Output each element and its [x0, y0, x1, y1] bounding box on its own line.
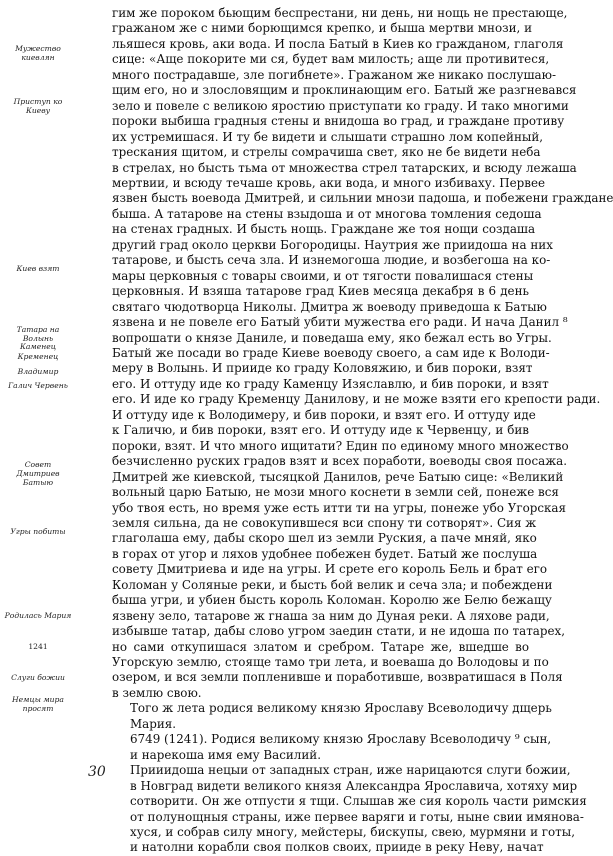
text-line: трескания щитом, и стрелы сомрачиша свет, яко не бе видети неба — [112, 145, 541, 160]
text-line: 6749 (1241). Родися великому князю Ярославу Всеволодичу ⁹ сын, — [130, 732, 552, 747]
margin-note: Немцы мира просят — [12, 695, 64, 713]
text-line: И оттуду иде к Володимеру, и бив пороки, и взят его. И оттуду иде — [112, 407, 536, 422]
text-line: Батый же посади во граде Киеве воеводу своего, а сам иде к Володи- — [112, 345, 550, 360]
main-text-column — [112, 6, 613, 856]
text-line: от полунощныя страны, иже первее варяги и готы, ныне свии имянова- — [130, 809, 584, 824]
text-line: совету Дмитриева и иде на угры. И срете его король Бель и брат его — [112, 562, 548, 577]
text-line: хуся, и собрав силу многу, мейстеры, бискупы, свею, мурмяни и готы, — [130, 825, 576, 840]
margin-note: 1241 — [28, 642, 48, 651]
text-line: сице: «Аще покорите ми ся, будет вам милость; аще ли противитеся, — [112, 52, 550, 67]
text-line: их устремишася. И ту бе видети и слышати страшно лом копейный, — [112, 129, 544, 144]
text-line: Того ж лета родися великому князю Ярославу Всеволодичу дщерь — [130, 701, 552, 716]
margin-note: Киев взят — [16, 264, 60, 273]
text-line: безчисленно руских градов взят и всех поработи, воеводы своя посажа. — [112, 454, 568, 469]
text-line: другий град около церкви Богородицы. Наутрия же приидоша на них — [112, 237, 553, 252]
paragraph — [112, 732, 552, 763]
margin-note: Кременец — [17, 352, 59, 361]
paragraph — [112, 6, 613, 701]
margin-note: Угры побиты — [10, 527, 66, 536]
margin-note: Галич Червень — [8, 381, 68, 390]
margin-note: Каменец — [20, 342, 56, 351]
text-line: быша угри, и убиен бысть король Коломан. Королю же Белю бежащу — [112, 593, 552, 608]
text-line: Угорскую землю, стояще тамо три лета, и воеваша до Володовы и по — [112, 655, 549, 670]
margin-note: Родилась Мария — [4, 611, 72, 620]
text-line: в Новград видети великого князя Александра Ярославича, хотяху мир — [130, 778, 578, 793]
text-line: церковныя. И взяша татарове град Киев месяца декабря в 6 день — [112, 284, 529, 299]
text-line: татарове, и бысть сеча зла. И изнемогоша людие, и возбегоша на ко- — [112, 253, 551, 268]
text-line: но сами откупишася златом и сребром. Татаре же, вшедше во — [112, 639, 529, 654]
text-line: святаго чюдотворца Николы. Дмитра ж воеводу приведоша к Батыю — [112, 299, 547, 314]
text-line: много пострадавше, зле погибнете». Гражаном же никако послушаю- — [112, 67, 556, 82]
page-number: 30 — [88, 764, 106, 780]
text-line: Прииидоша нецыи от западных стран, иже нарицаются слуги божии, — [130, 763, 571, 778]
paragraph — [112, 701, 552, 732]
text-line: язвена и не повеле его Батый убити мужества его ради. И нача Данил ⁸ — [112, 315, 568, 330]
text-line: пороки выбиша градныя стены и внидоша во град, и граждане противу — [112, 114, 565, 129]
text-line: убо твоя есть, но время уже есть итти ти на угры, понеже убо Угорская — [112, 500, 567, 515]
margin-note: Совет Дмитриев Батыю — [16, 460, 60, 487]
text-line: быша. А татарове на стены взыдоша и от многова томления седоша — [112, 206, 542, 221]
text-line: его. И иде ко граду Кременцу Данилову, и не може взяти его крепости ради. — [112, 392, 601, 407]
text-line: в землю свою. — [112, 685, 202, 700]
text-line: сотворити. Он же отпусти я тщи. Слышав же сия король части римския — [130, 794, 587, 809]
text-line: зело и повеле с великою яростию приступати ко граду. И тако многими — [112, 98, 569, 113]
text-line: глаголаша ему, дабы скоро шел из земли Руския, а паче мняй, яко — [112, 531, 537, 546]
margin-note: Приступ ко Киеву — [13, 97, 63, 115]
text-line: и нарекоша имя ему Василий. — [130, 747, 321, 762]
text-line: его. И оттуду иде ко граду Каменцу Изяславлю, и бив пороки, и взят — [112, 376, 549, 391]
text-line: мертвии, и всюду течаше кровь, аки вода, и много избиваху. Первее — [112, 175, 546, 190]
text-line: язвену зело, татарове ж гнаша за ним до Дуная реки. А ляхове ради, — [112, 608, 550, 623]
text-line: Коломан у Соляные реки, и бысть бой велик и сеча зла; и побеждени — [112, 577, 553, 592]
margin-note: Слуги божии — [11, 673, 65, 682]
margin-note: Татара на Волынь — [16, 325, 60, 343]
text-line: вопрошати о князе Даниле, и поведаша ему, яко бежал есть во Угры. — [112, 330, 552, 345]
text-line: пороки, взят. И что много ищитати? Един по единому много множество — [112, 438, 569, 453]
text-line: льяшеся кровь, аки вода. И посла Батый в Киев ко гражданом, глаголя — [112, 36, 564, 51]
text-line: на стенах градных. И бысть нощь. Граждане же тоя нощи создаша — [112, 222, 536, 237]
text-line: гим же пороком бьющим беспрестани, ни день, ни нощь не престающе, — [112, 6, 568, 20]
margin-note: Владимир — [17, 367, 59, 376]
text-line: и натолни корабли своя полков своих, прииде в реку Неву, начат — [130, 840, 544, 855]
text-line: в горах от угор и ляхов удобнее побежен будет. Батый же послуша — [112, 546, 538, 561]
text-line: мары церковныя с товары своими, и от тягости повалишася стены — [112, 268, 534, 283]
text-line: вольный царю Батыю, не мози много коснети в земли сей, понеже вся — [112, 485, 559, 500]
text-line: язвен бысть воевода Дмитрей, и сильнии мнози падоша, и побежени граждане — [112, 191, 613, 206]
text-line: меру в Волынь. И прииде ко граду Коловяжию, и бив пороки, взят — [112, 361, 533, 376]
text-line: озером, и вся земли попленивше и поработивше, возвратишася в Поля — [112, 670, 563, 685]
text-line: к Галичю, и бив пороки, взят его. И оттуду иде к Червенцу, и бив — [112, 423, 529, 438]
margin-note: Мужество киевлян — [15, 44, 61, 62]
text-line: избывше татар, дабы слово угром заедин стати, и не идоша по татарех, — [112, 624, 566, 639]
text-line: Дмитрей же киевской, тысяцкой Данилов, рече Батыю сице: «Великий — [112, 469, 564, 484]
text-line: гражаном же с ними борющимся крепко, и быша мертви мнози, и — [112, 21, 533, 36]
text-line: в стрелах, но бысть тьма от множества стрел татарских, и всюду лежаша — [112, 160, 577, 175]
paragraph — [112, 763, 587, 856]
text-line: земля сильна, да не совокупившеся вси спону ти сотворят». Сия ж — [112, 515, 537, 530]
text-line: щим его, но и злословящим и проклинающим его. Батый же разгневався — [112, 83, 577, 98]
text-line: Мария. — [130, 716, 177, 731]
